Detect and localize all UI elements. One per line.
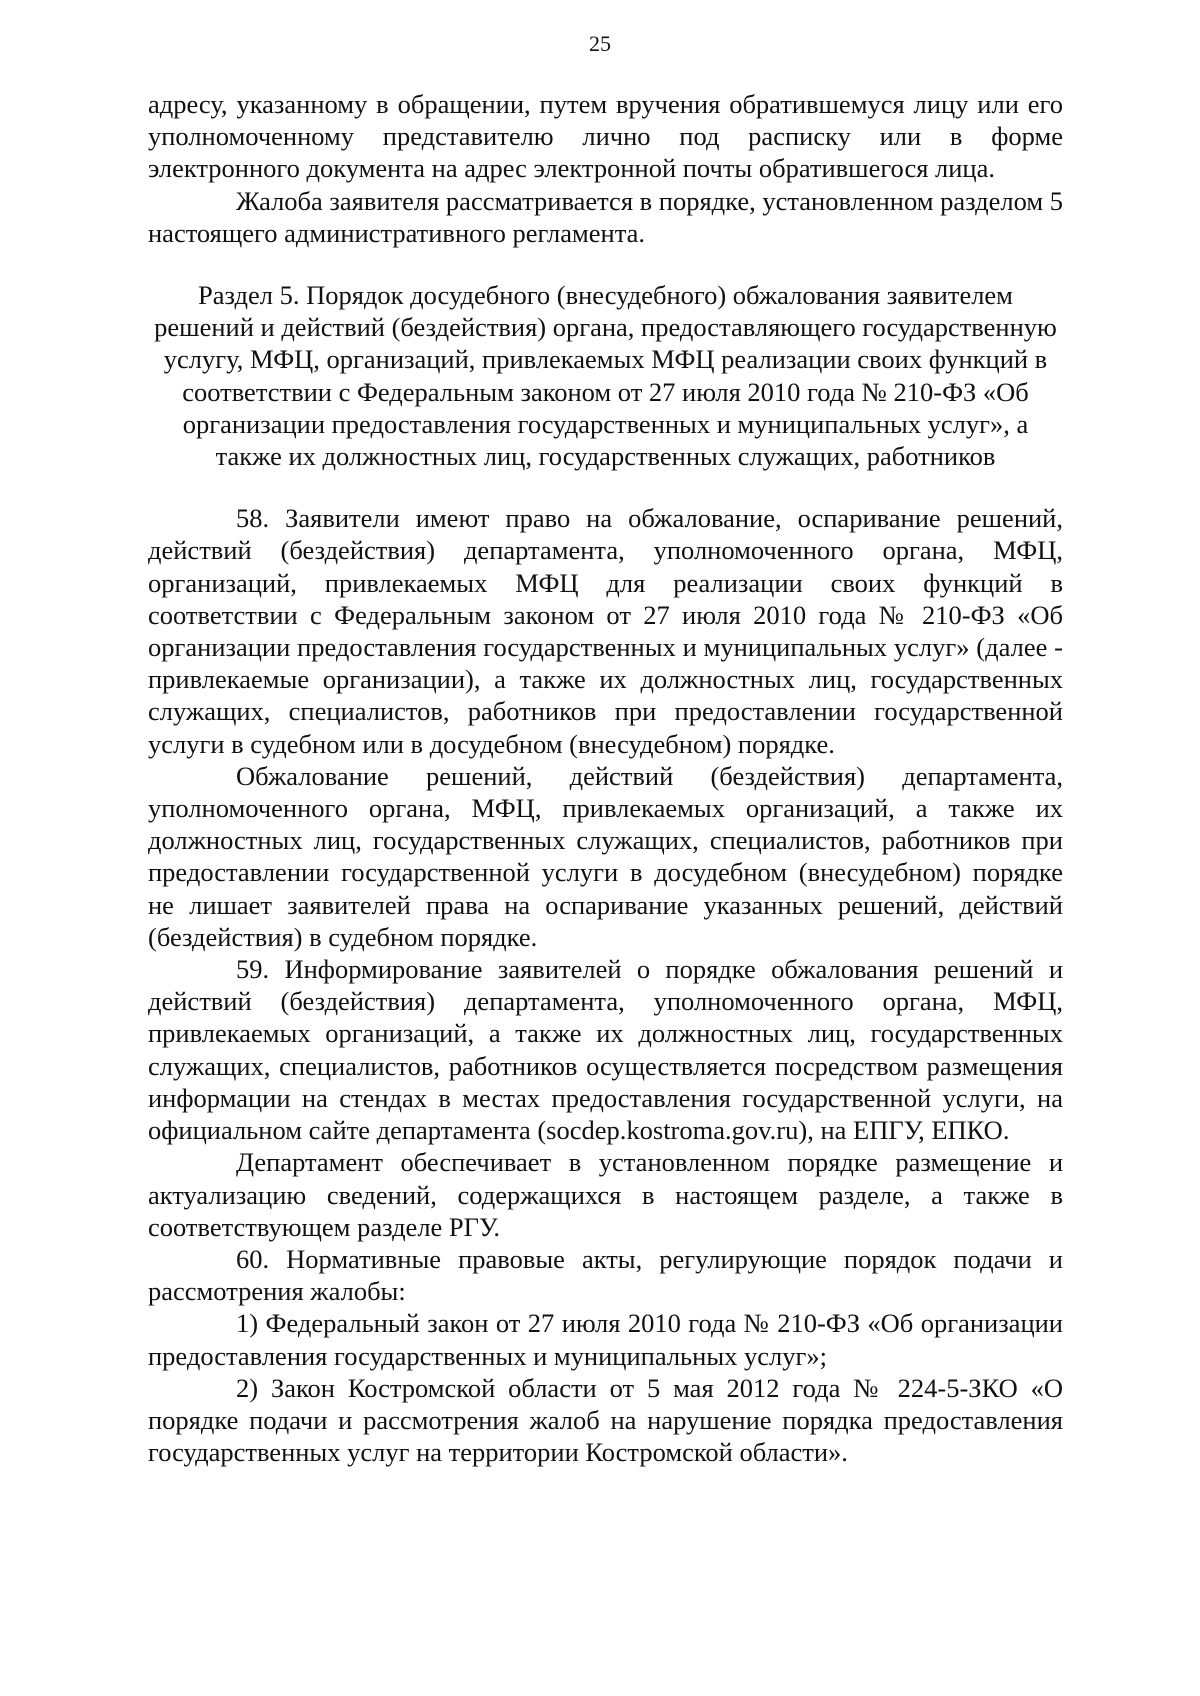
section-heading: Раздел 5. Порядок досудебного (внесудебного) обжалования заявителем решений и действий (бездействия) органа, предоставляющего государственную услугу, МФЦ, организаций, привлекаемых МФЦ реализации своих функций в соответствии с Федеральным законом от 27 июля 2010 года № 210-ФЗ «Об организации предоставления государственных и муниципальных услуг», а также их должностных лиц, государственных служащих, работников xyxy=(154,280,1057,472)
paragraph-59-continued: Департамент обеспечивает в установленном порядке размещение и актуализацию сведений, содержащихся в настоящем разделе, а также в соответствующем разделе РГУ. xyxy=(148,1147,1063,1242)
paragraph-60-item-1: 1) Федеральный закон от 27 июля 2010 года № 210-ФЗ «Об организации предоставления государственных и муниципальных услуг»; xyxy=(148,1308,1063,1371)
intro-paragraph-continuation: адресу, указанному в обращении, путем вручения обратившемуся лицу или его уполномоченному представителю лично под расписку или в форме электронного документа на адрес электронной почты обратившегося лица. xyxy=(148,89,1063,184)
paragraph-60-item-2: 2) Закон Костромской области от 5 мая 2012 года № 224-5-ЗКО «О порядке подачи и рассмотрения жалоб на нарушение порядка предоставления государственных услуг на территории Костромской области». xyxy=(148,1372,1063,1468)
paragraph-58-continued: Обжалование решений, действий (бездействия) департамента, уполномоченного органа, МФЦ, привлекаемых организаций, а также их должностных лиц, государственных служащих, специалистов, работников при предоставлении государственной услуги в досудебном (внесудебном) порядке не лишает заявителей права на оспаривание указанных решений, действий (бездействия) в судебном порядке. xyxy=(148,760,1063,952)
intro-paragraph-complaint: Жалоба заявителя рассматривается в порядке, установленном разделом 5 настоящего административного регламента. xyxy=(148,185,1063,248)
spacer xyxy=(148,249,1063,279)
paragraph-58: 58. Заявители имеют право на обжалование, оспаривание решений, действий (бездействия) департамента, уполномоченного органа, МФЦ, организаций, привлекаемых МФЦ для реализации своих функций в соответствии с Федеральным законом от 27 июля 2010 года № 210-ФЗ «Об организации предоставления государственных и муниципальных услуг» (далее - привлекаемые организации), а также их должностных лиц, государственных служащих, специалистов, работников при предоставлении государственной услуги в судебном или в досудебном (внесудебном) порядке. xyxy=(148,503,1063,759)
spacer xyxy=(148,472,1063,502)
paragraph-60: 60. Нормативные правовые акты, регулирующие порядок подачи и рассмотрения жалобы: xyxy=(148,1243,1063,1307)
paragraph-59: 59. Информирование заявителей о порядке обжалования решений и действий (бездействия) департамента, уполномоченного органа, МФЦ, привлекаемых организаций, а также их должностных лиц, государственных служащих, специалистов, работников осуществляется посредством размещения информации на стендах в местах предоставления государственной услуги, на официальном сайте департамента (socdep.kostroma.gov.ru), на ЕПГУ, ЕПКО. xyxy=(148,954,1063,1146)
page-content xyxy=(148,88,1063,1468)
page-number: 25 xyxy=(589,31,611,56)
